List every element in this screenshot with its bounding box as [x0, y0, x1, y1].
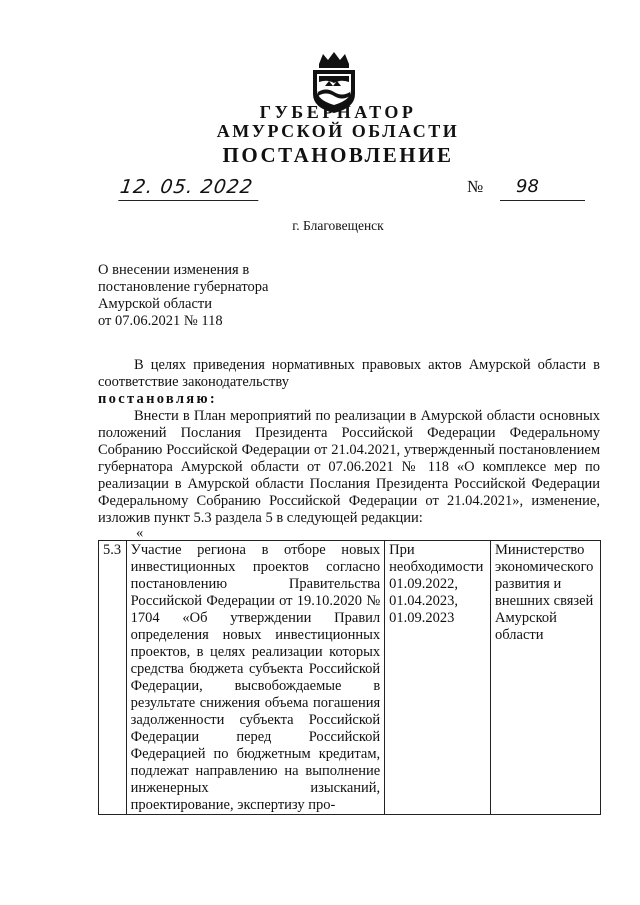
deadline-cell: При необходимости 01.09.2022, 01.04.2023, 01.09.2023 — [385, 541, 491, 815]
subject-line: О внесении изменения в — [98, 262, 250, 278]
decree-paragraph: Внести в План мероприятий по реализации в Амурской области основных положений Послания Президента Российской Федерации Федеральному Собранию Российской Федерации от 21.04.2021, утвержденный постановлением губернатора Амурской области от 07.06.2021 № 118 «О комплексе мер по реализации в Амурской области Послания Президента Российской Федерации Федеральному Собранию Российской Федерации от 21.04.2021», изменение, изложив пункт 5.3 раздела 5 в следующей редакции: — [98, 408, 600, 526]
responsible-cell: Министерство экономического развития и внешних связей Амурской области — [491, 541, 601, 815]
table-row — [99, 541, 601, 815]
city: г. Благовещенск — [292, 218, 384, 233]
subject-line: Амурской области — [98, 296, 212, 312]
document-number: 98 — [500, 176, 585, 201]
decree-word: постановляю: — [98, 391, 217, 407]
subject-line: от 07.06.2021 № 118 — [98, 313, 223, 329]
document-date: 12. 05. 2022 — [118, 176, 262, 201]
subject-line: постановление губернатора — [98, 279, 269, 295]
issuer-region: АМУРСКОЙ ОБЛАСТИ — [216, 121, 460, 141]
open-quote: « — [136, 525, 144, 541]
measures-table — [98, 540, 601, 815]
document-type: ПОСТАНОВЛЕНИЕ — [222, 143, 454, 167]
number-label: № — [467, 177, 484, 196]
item-number-cell: 5.3 — [99, 541, 127, 815]
measure-cell: Участие региона в отборе новых инвестиционных проектов согласно постановлению Правительства Российской Федерации от 19.10.2020 № 1704 «Об утверждении Правил определения новых инвестиционных проектов, в целях реализации которых средства бюджета субъекта Российской Федерации, высвобождаемые в результате снижения объема погашения задолженности субъекта Российской Федерации перед Российской Федерацией по бюджетным кредитам, подлежат направлению на выполнение инженерных изысканий, проектирование, экспертизу про- — [126, 541, 385, 815]
document-subject — [98, 262, 268, 330]
issuer-title: ГУБЕРНАТОР — [259, 102, 417, 122]
preamble-paragraph: В целях приведения нормативных правовых актов Амурской области в соответствие законодательству — [98, 357, 600, 390]
